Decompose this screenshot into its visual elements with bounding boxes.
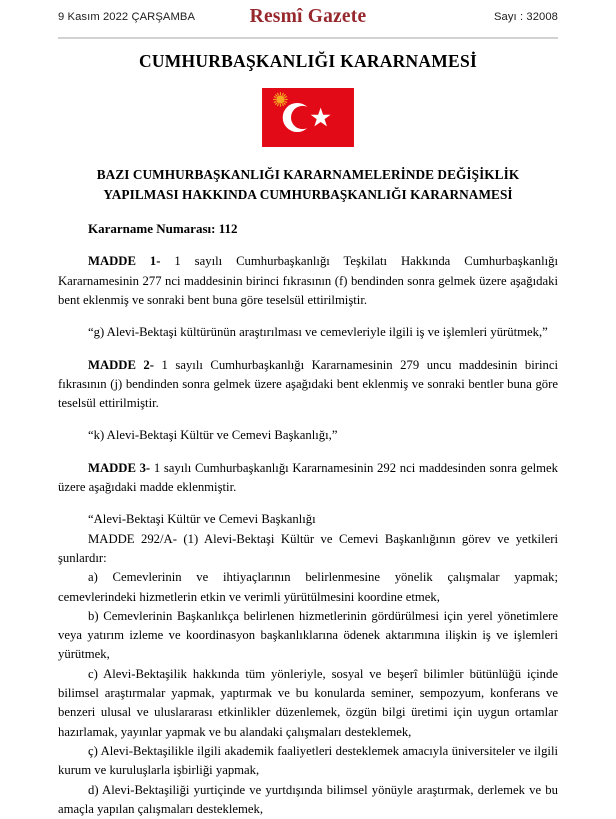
document-body	[58, 237, 558, 819]
article-text: 1 sayılı Cumhurbaşkanlığı Kararnamesinin 292 nci maddesinden sonra gelmek üzere aşağıdaki madde eklenmiştir.	[58, 460, 558, 495]
decree-number-value: 112	[218, 221, 238, 237]
gazette-title: Resmî Gazete	[249, 6, 367, 27]
document-title-line-2: HAKKINDA CUMHURBAŞKANLIĞI KARARNAMESİ	[182, 187, 513, 203]
new-article-clause: d) Alevi-Bektaşiliği yurtiçinde ve yurtdışında bilimsel yönüyle araştırmak, derlemek ve bu amaçla yapılan çalışmaları desteklemek,	[58, 782, 558, 816]
sun-emblem-icon	[274, 93, 287, 106]
new-article-heading: “Alevi-Bektaşi Kültür ve Cemevi Başkanlığı	[88, 512, 316, 527]
document-title	[68, 165, 548, 205]
flag-container	[0, 88, 616, 147]
decree-number-label: Kararname Numarası:	[88, 221, 216, 237]
new-article-clause: b) Cemevlerinin Başkanlıkça belirlenen hizmetlerinin gördürülmesi için yerel yönetimlere veya yatırım izleme ve koordinasyon başkanlıklarına ödenek aktarımına ilişkin iş ve işlemleri yürütmek,	[58, 608, 558, 662]
new-article-intro: MADDE 292/A- (1) Alevi-Bektaşi Kültür ve Cemevi Başkanlığının görev ve yetkileri şunlardır:	[58, 531, 558, 565]
article-text: 1 sayılı Cumhurbaşkanlığı Kararnamesinin 279 uncu maddesinin birinci fıkrasının (j) bendinden sonra gelmek üzere aşağıdaki bent eklenmiş ve sonraki bentler buna göre teselsül ettirilmiştir.	[58, 357, 558, 411]
article-paragraph	[58, 426, 558, 445]
publication-date: 9 Kasım 2022 ÇARŞAMBA	[58, 11, 196, 23]
article-text: “g) Alevi-Bektaşi kültürünün araştırılması ve cemevleriyle ilgili iş ve işlemleri yürütmek,”	[88, 325, 548, 340]
new-article-clause: c) Alevi-Bektaşilik hakkında tüm yönleriyle, sosyal ve beşerî bilimler bütünlüğü içinde bilimsel araştırmalar yapmak, yaptırmak ve bu konularda seminer, sempozyum, konferans ve benzeri ulusal ve uluslararası etkinlikler düzenlemek, özgün bilgi üretimi için uygun ortamlar hazırlamak, yayınlar yapmak ve bu alandaki çalışmaları desteklemek,	[58, 666, 558, 739]
article-lead: MADDE 1-	[88, 254, 161, 269]
masthead	[0, 0, 616, 34]
new-article-clause: ç) Alevi-Bektaşilikle ilgili akademik faaliyetleri desteklemek amacıyla üniversiteler ve ilgili kurum ve kuruluşlarla işbirliği yapmak,	[58, 743, 558, 778]
article-paragraph	[58, 252, 558, 310]
turkish-flag-icon	[262, 88, 354, 147]
article-text: 1 sayılı Cumhurbaşkanlığı Teşkilatı Hakkında Cumhurbaşkanlığı Kararnamesinin 277 nci maddesinin birinci fıkrasının (f) bendinden sonra gelmek üzere aşağıdaki bent eklenmiş ve sonraki bent buna göre teselsül ettirilmiştir.	[58, 254, 558, 307]
article-text: “k) Alevi-Bektaşi Kültür ve Cemevi Başkanlığı,”	[88, 428, 338, 443]
decree-number-row	[0, 221, 616, 237]
article-paragraph	[58, 323, 558, 342]
document-title-line-1: BAZI CUMHURBAŞKANLIĞI KARARNAMELERİNDE DEĞİŞİKLİK YAPILMASI	[96, 167, 520, 203]
issue-number: Sayı : 32008	[493, 11, 558, 23]
article-paragraph	[58, 459, 558, 498]
article-lead: MADDE 2-	[88, 357, 155, 372]
masthead-divider	[58, 37, 558, 39]
new-article-clause: a) Cemevlerinin ve ihtiyaçlarının belirlenmesine yönelik çalışmalar yapmak; cemevlerindeki hizmetlerin etkin ve verimli yürütülmesini koordine etmek,	[58, 570, 558, 604]
article-lead: MADDE 3-	[88, 460, 151, 475]
decree-kind-heading: CUMHURBAŞKANLIĞI KARARNAMESİ	[138, 51, 478, 71]
article-paragraph	[58, 356, 558, 414]
